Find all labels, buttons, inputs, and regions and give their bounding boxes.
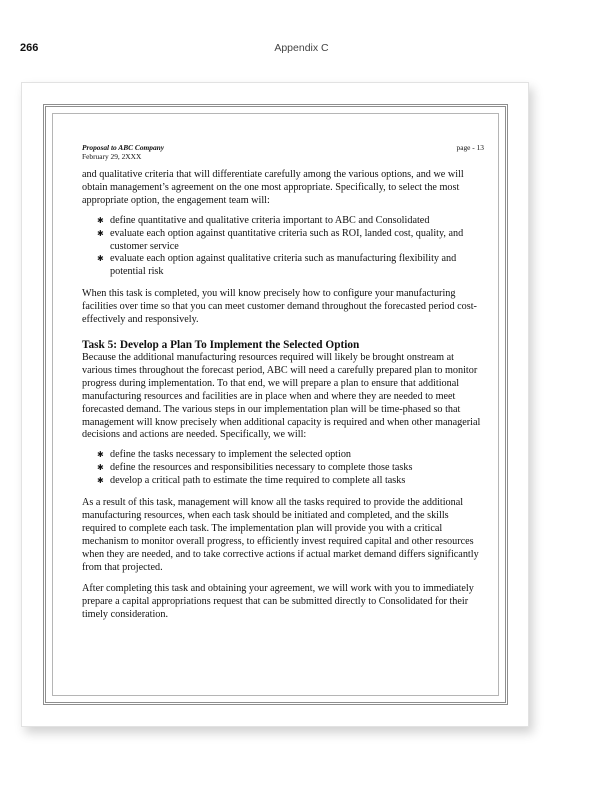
list-item-text: define the tasks necessary to implement the selected option xyxy=(110,449,352,461)
bullet-icon: ✱ xyxy=(97,254,104,264)
paragraph-task5-result: As a result of this task, management will know all the tasks required to provide the additional manufacturing resources, when each task should be initiated and completed, and the skills required to complete each task. The implementation plan will provide you with a critical mechanism to monitor overall progress, to efficiently invest required capital and other resources when they are needed, and to take corrective actions if actual market demand differs significantly from that projected. xyxy=(82,497,479,573)
list-item-text: define quantitative and qualitative criteria important to ABC and Consolidated xyxy=(110,214,430,226)
list-item-text: develop a critical path to estimate the time required to complete all tasks xyxy=(110,475,406,487)
page-frame xyxy=(43,104,508,705)
page-frame-inner xyxy=(52,113,499,696)
book-header xyxy=(0,40,603,60)
bullet-icon: ✱ xyxy=(97,228,104,238)
paragraph-after-completing: After completing this task and obtaining your agreement, we will work with you to immediately prepare a capital appropriations request that can be submitted directly to Consolidated for their timely consideration. xyxy=(82,583,474,621)
paragraph-task-completed: When this task is completed, you will know precisely how to configure your manufacturing facilities over time so that you can meet customer demand throughout the forecasted period cost-effectively and responsively. xyxy=(82,288,477,326)
bullet-list-evaluation xyxy=(82,215,484,280)
list-item xyxy=(97,253,484,279)
book-page-number: 266 xyxy=(20,42,39,54)
running-head: Appendix C xyxy=(274,42,329,54)
task5-heading: Task 5: Develop a Plan To Implement the Selected Option xyxy=(82,338,360,351)
list-item xyxy=(97,449,484,462)
list-item-text: define the resources and responsibilities necessary to complete those tasks xyxy=(110,462,413,474)
bullet-icon: ✱ xyxy=(97,215,104,225)
list-item xyxy=(97,462,484,475)
list-item xyxy=(97,214,484,228)
proposal-header-left xyxy=(82,143,164,161)
bullet-icon: ✱ xyxy=(97,476,104,486)
list-item-text: evaluate each option against qualitative criteria such as manufacturing flexibility and potential risk xyxy=(110,253,457,278)
proposal-date: February 29, 2XXX xyxy=(82,152,142,161)
list-item-text: evaluate each option against quantitative criteria such as ROI, landed cost, quality, and customer service xyxy=(110,227,464,252)
list-item xyxy=(97,227,484,254)
proposal-page-label: page - 13 xyxy=(456,143,484,152)
proposal-content xyxy=(82,143,484,631)
bullet-icon: ✱ xyxy=(97,463,104,473)
paragraph-criteria: and qualitative criteria that will differentiate carefully among the various options, and we will obtain management’s agreement on the one most appropriate. Specifically, to select the most appropriate option, the engagement team will: xyxy=(82,169,464,206)
paragraph-task5-intro: Because the additional manufacturing resources required will likely be brought onstream at various times throughout the forecast period, ABC will need a carefully prepared plan to monitor progress during implementation. To that end, we will prepare a plan to ensure that additional manufacturing resources and facilities are in place when and where they are needed to meet forecasted demand. The various steps in our implementation plan will be time-phased so that management will know precisely when additional capacity is required and when other managerial decisions and actions are needed. Specifically, we will: xyxy=(82,351,481,441)
proposal-company-line: Proposal to ABC Company xyxy=(82,143,165,152)
bullet-icon: ✱ xyxy=(97,450,104,460)
list-item xyxy=(97,475,484,488)
proposal-sheet xyxy=(21,82,529,727)
proposal-header xyxy=(82,143,484,169)
bullet-list-plan xyxy=(82,449,484,488)
